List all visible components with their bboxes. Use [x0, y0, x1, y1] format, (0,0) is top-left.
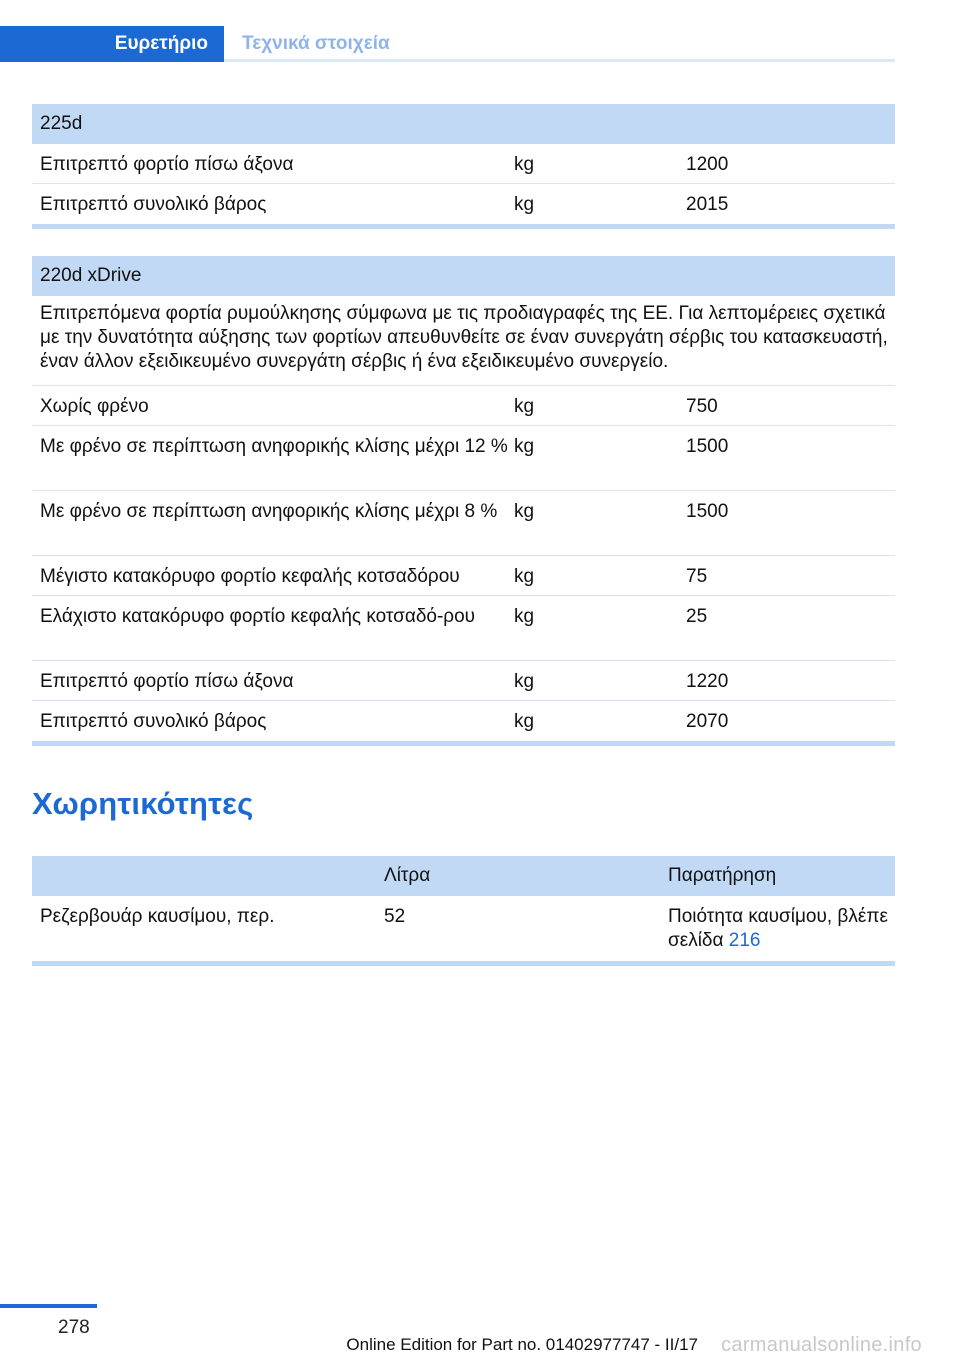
table-note: Επιτρεπόμενα φορτία ρυμούλκησης σύμφωνα με τις προδιαγραφές της ΕΕ. Για λεπτομέρειες σχετικά με την δυνατότητα αύξησης των φορτίων απευθυνθείτε σε έναν συνεργάτη σέρβις του κατασκευαστή, έναν άλλον εξειδικευμένο συνεργάτη σέρβις ή ένα εξειδικευμένο συνεργείο. [40, 303, 888, 372]
page-number: 278 [58, 1317, 90, 1338]
table-header: 225d [32, 104, 895, 144]
row-label: Επιτρεπτό φορτίο πίσω άξονα [40, 671, 294, 692]
table-row [32, 426, 895, 491]
row-label: Επιτρεπτό συνολικό βάρος [40, 711, 267, 732]
header-divider [224, 59, 895, 62]
table-end-bar [32, 224, 895, 229]
row-label: Με φρένο σε περίπτωση ανηφορικής κλίσης μέχρι 8 % [40, 501, 498, 522]
tab-index[interactable]: Ευρετήριο [0, 26, 224, 62]
row-unit: kg [514, 606, 535, 627]
edition-text: Online Edition for Part no. 01402977747 - II/17 [346, 1335, 698, 1354]
row-value: 750 [686, 396, 718, 417]
row-unit: kg [514, 671, 535, 692]
row-label: Ρεζερβουάρ καυσίμου, περ. [40, 906, 275, 927]
row-label: Με φρένο σε περίπτωση ανηφορικής κλίσης μέχρι 12 % [40, 436, 508, 457]
table-row [32, 896, 895, 961]
table-end-bar [32, 741, 895, 746]
row-unit: kg [514, 396, 535, 417]
row-value: 2015 [686, 194, 729, 215]
row-label: Χωρίς φρένο [40, 396, 149, 417]
tab-technical-data[interactable]: Τεχνικά στοιχεία [242, 33, 390, 54]
page-link[interactable]: 216 [728, 930, 761, 951]
row-label: Επιτρεπτό φορτίο πίσω άξονα [40, 154, 294, 175]
row-value: 1500 [686, 501, 729, 522]
row-label: Μέγιστο κατακόρυφο φορτίο κεφαλής κοτσαδόρου [40, 566, 460, 587]
table-row [32, 556, 895, 596]
row-unit: kg [514, 154, 535, 175]
table-row [32, 701, 895, 741]
row-label: Ελάχιστο κατακόρυφο φορτίο κεφαλής κοτσαδό-ρου [40, 606, 476, 627]
table-row [32, 184, 895, 224]
watermark: carmanualsonline.info [721, 1334, 922, 1356]
footer-accent-line [0, 1304, 97, 1308]
table-225d [32, 104, 895, 229]
table-row [32, 144, 895, 184]
row-unit: kg [514, 194, 535, 215]
table-note-row [32, 296, 895, 386]
row-unit: kg [514, 566, 535, 587]
row-value: 75 [686, 566, 708, 587]
row-label: Επιτρεπτό συνολικό βάρος [40, 194, 267, 215]
row-unit: kg [514, 501, 535, 522]
row-value: 2070 [686, 711, 729, 732]
table-row [32, 596, 895, 661]
header-liters: Λίτρα [384, 865, 431, 886]
table-row [32, 661, 895, 701]
row-value: 1200 [686, 154, 729, 175]
remark-text: Ποιότητα καυσίμου, βλέπε σελίδα [668, 906, 888, 951]
row-value: 1220 [686, 671, 729, 692]
row-unit: kg [514, 436, 535, 457]
section-title: Χωρητικότητες [32, 786, 254, 821]
header-remark: Παρατήρηση [668, 865, 777, 886]
table-capacities [32, 856, 895, 966]
table-row [32, 491, 895, 556]
row-unit: kg [514, 711, 535, 732]
table-header [32, 856, 895, 896]
row-value: 25 [686, 606, 708, 627]
header-tabs [0, 26, 895, 62]
table-header: 220d xDrive [32, 256, 895, 296]
row-remark [668, 905, 888, 953]
table-end-bar [32, 961, 895, 966]
table-row [32, 386, 895, 426]
row-value: 1500 [686, 436, 729, 457]
table-220d-xdrive [32, 256, 895, 746]
row-liters: 52 [384, 906, 406, 927]
